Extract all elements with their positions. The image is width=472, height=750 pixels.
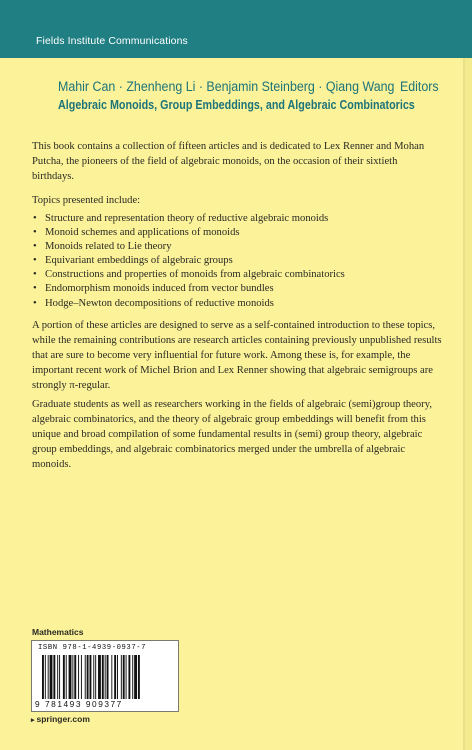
bullet-icon: •	[33, 269, 37, 281]
barcode-bar	[78, 655, 79, 699]
book-title: Algebraic Monoids, Group Embeddings, and Algebraic Combinatorics	[58, 98, 415, 112]
website-text: springer.com	[36, 714, 90, 724]
barcode-bar	[95, 655, 96, 699]
bullet-icon: •	[33, 283, 37, 295]
barcode-bar	[123, 655, 125, 699]
barcode-bar	[66, 655, 67, 699]
barcode-bar	[107, 655, 109, 699]
barcode-bar	[72, 655, 73, 699]
barcode-bar	[45, 655, 46, 699]
barcode-bar	[132, 655, 133, 699]
editors-role: Editors	[399, 79, 439, 94]
barcode-bar	[98, 655, 101, 699]
barcode-bar	[59, 655, 60, 699]
topic-text: Structure and representation theory of reductive algebraic monoids	[45, 213, 329, 224]
bullet-icon: •	[33, 241, 37, 253]
topic-item	[32, 268, 442, 282]
barcode-bar	[50, 655, 53, 699]
contributions-paragraph: A portion of these articles are designed to serve as a self-contained introduction to these topics, while the remaining contributions are research articles containing previously unpublished results that are sure to become very influential for future work. Among these is, for example, the important recent work of Michel Brion and Lex Renner showing that algebraic semigroups are strongly π-regular.	[32, 320, 442, 391]
barcode-bar	[63, 655, 65, 699]
barcode-bars	[42, 655, 168, 699]
topics-heading: Topics presented include:	[32, 195, 141, 206]
barcode-bar	[138, 655, 140, 699]
barcode-bar	[117, 655, 118, 699]
barcode-bar	[42, 655, 44, 699]
topics-list	[32, 212, 442, 311]
spine-shadow	[463, 58, 465, 750]
barcode-bar	[93, 655, 94, 699]
barcode-bar	[81, 655, 82, 699]
series-band	[0, 0, 472, 58]
topic-text: Endomorphism monoids induced from vector bundles	[45, 283, 274, 295]
topic-item	[32, 212, 442, 226]
series-name: Fields Institute Communications	[36, 35, 188, 47]
barcode-bar	[121, 655, 122, 699]
barcode-bar	[134, 655, 137, 699]
barcode-bar	[57, 655, 58, 699]
topic-text: Equivariant embeddings of algebraic groups	[45, 255, 233, 267]
arrow-right-icon: ▸	[31, 717, 35, 724]
topic-item	[32, 297, 442, 311]
bullet-icon: •	[33, 297, 37, 309]
barcode-bar	[114, 655, 116, 699]
editors-line	[58, 79, 439, 94]
barcode-bar	[111, 655, 112, 699]
barcode-bar	[48, 655, 49, 699]
barcode-bar	[85, 655, 86, 699]
topic-item	[32, 254, 442, 268]
audience-paragraph: Graduate students as well as researchers working in the fields of algebraic (semi)group theory, algebraic combinatorics, and the theory of algebraic group embeddings will benefit from this unique and broad compilation of some fundamental results in (semi) group theory, algebraic group embeddings, and algebraic combinatorics merged under the umbrella of algebraic monoids.	[32, 399, 432, 470]
barcode-bar	[87, 655, 89, 699]
barcode-bar	[126, 655, 127, 699]
springer-website-link[interactable]	[31, 714, 90, 724]
bullet-icon: •	[33, 213, 37, 224]
barcode-bar	[128, 655, 130, 699]
bullet-icon: •	[33, 227, 37, 239]
topic-item	[32, 282, 442, 296]
topic-text: Hodge–Newton decompositions of reductive monoids	[45, 297, 274, 309]
editor-names: Mahir Can · Zhenheng Li · Benjamin Steinberg · Qiang Wang	[58, 79, 395, 94]
barcode-bar	[74, 655, 76, 699]
bullet-icon: •	[33, 255, 37, 267]
topic-text: Monoid schemes and applications of monoids	[45, 227, 240, 239]
barcode-bar	[69, 655, 72, 699]
barcode-bar	[90, 655, 92, 699]
isbn-label: ISBN 978-1-4939-0937-7	[38, 644, 147, 652]
topic-item	[32, 240, 442, 254]
isbn-barcode	[31, 640, 179, 712]
barcode-bar	[105, 655, 106, 699]
topic-text: Monoids related to Lie theory	[45, 241, 172, 253]
barcode-digits: 9 781493 909377	[35, 699, 123, 709]
topic-text: Constructions and properties of monoids from algebraic combinatorics	[45, 269, 345, 281]
barcode-bar	[102, 655, 104, 699]
topic-item	[32, 226, 442, 240]
subject-label: Mathematics	[32, 627, 84, 637]
barcode-bar	[53, 655, 55, 699]
intro-paragraph: This book contains a collection of fifteen articles and is dedicated to Lex Renner and Mohan Putcha, the pioneers of the field of algebraic monoids, on the occasion of their sixtieth birthdays.	[32, 141, 425, 182]
